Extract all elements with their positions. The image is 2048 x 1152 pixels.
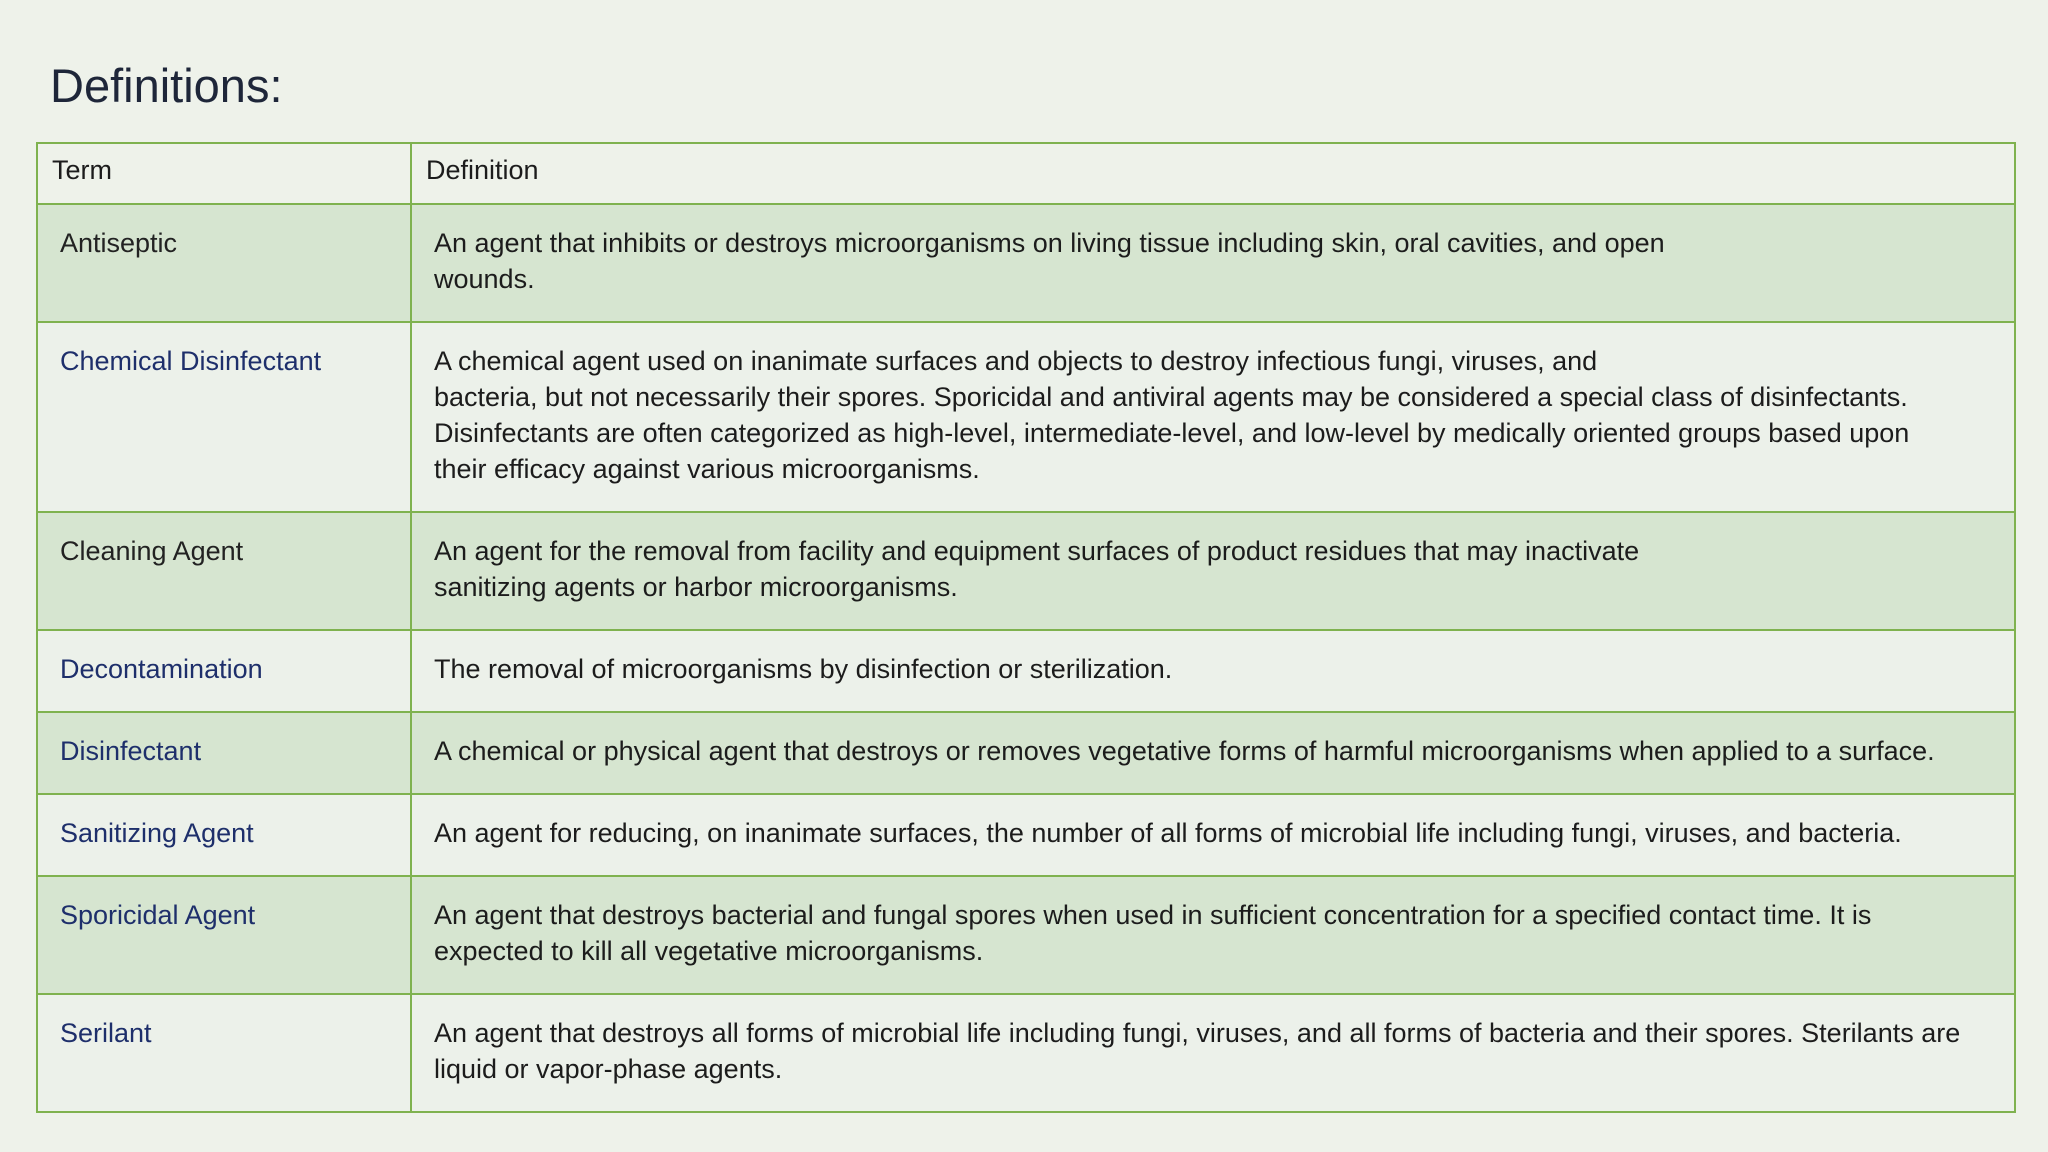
table-row bbox=[37, 712, 2015, 794]
definition-line: An agent that destroys bacterial and fungal spores when used in sufficient concentration for a specified contact time. It is bbox=[434, 900, 1872, 930]
definition-line: wounds. bbox=[434, 264, 535, 294]
term-cell: Serilant bbox=[37, 994, 411, 1112]
definition-line: A chemical agent used on inanimate surfaces and objects to destroy infectious fungi, viruses, and bbox=[434, 346, 1598, 376]
table-header-row bbox=[37, 143, 2015, 204]
definition-line: expected to kill all vegetative microorganisms. bbox=[434, 936, 984, 966]
term-cell: Antiseptic bbox=[37, 204, 411, 322]
definition-line: their efficacy against various microorganisms. bbox=[434, 454, 980, 484]
table-row bbox=[37, 876, 2015, 994]
table-row bbox=[37, 794, 2015, 876]
definition-line: An agent for the removal from facility and equipment surfaces of product residues that may inactivate bbox=[434, 536, 1640, 566]
definition-cell bbox=[411, 204, 2015, 322]
term-cell: Cleaning Agent bbox=[37, 512, 411, 630]
definition-line: An agent that destroys all forms of microbial life including fungi, viruses, and all forms of bacteria and their spores. Sterilants are bbox=[434, 1018, 1961, 1048]
definition-cell bbox=[411, 322, 2015, 512]
definition-line: bacteria, but not necessarily their spores. Sporicidal and antiviral agents may be considered a special class of disinfectants. bbox=[434, 382, 1908, 412]
header-definition: Definition bbox=[411, 143, 2015, 204]
definitions-table bbox=[36, 142, 2016, 1113]
term-cell: Chemical Disinfectant bbox=[37, 322, 411, 512]
definition-cell bbox=[411, 512, 2015, 630]
table-row bbox=[37, 322, 2015, 512]
header-term: Term bbox=[37, 143, 411, 204]
table-row bbox=[37, 994, 2015, 1112]
definition-line: liquid or vapor-phase agents. bbox=[434, 1054, 783, 1084]
definition-line: An agent that inhibits or destroys microorganisms on living tissue including skin, oral cavities, and open bbox=[434, 228, 1665, 258]
definition-line: A chemical or physical agent that destroys or removes vegetative forms of harmful microorganisms when applied to a surface. bbox=[434, 736, 1935, 766]
term-cell: Sanitizing Agent bbox=[37, 794, 411, 876]
table-row bbox=[37, 512, 2015, 630]
definition-line: Disinfectants are often categorized as high-level, intermediate-level, and low-level by medically oriented groups based upon bbox=[434, 418, 1910, 448]
definition-cell bbox=[411, 630, 2015, 712]
term-cell: Sporicidal Agent bbox=[37, 876, 411, 994]
definition-line: The removal of microorganisms by disinfection or sterilization. bbox=[434, 654, 1173, 684]
definition-line: sanitizing agents or harbor microorganisms. bbox=[434, 572, 958, 602]
table-row bbox=[37, 630, 2015, 712]
term-cell: Disinfectant bbox=[37, 712, 411, 794]
definition-cell bbox=[411, 994, 2015, 1112]
definition-line: An agent for reducing, on inanimate surfaces, the number of all forms of microbial life including fungi, viruses, and bacteria. bbox=[434, 818, 1902, 848]
definition-cell bbox=[411, 876, 2015, 994]
definition-cell bbox=[411, 794, 2015, 876]
term-cell: Decontamination bbox=[37, 630, 411, 712]
definition-cell bbox=[411, 712, 2015, 794]
slide-title: Definitions: bbox=[50, 59, 283, 112]
table-row bbox=[37, 204, 2015, 322]
